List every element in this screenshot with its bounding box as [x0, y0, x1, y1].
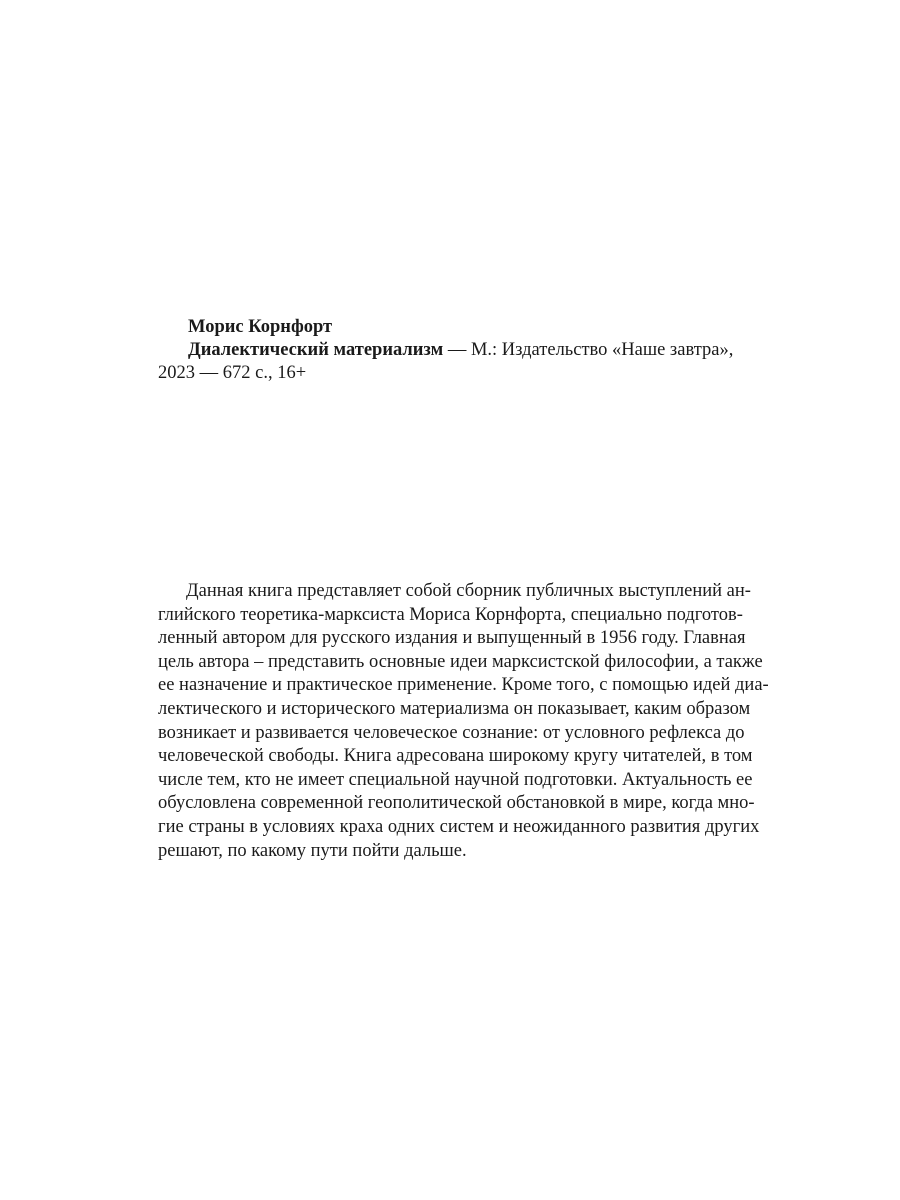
book-title: Диалектический материализм: [188, 340, 444, 360]
annotation-line: числе тем, кто не имеет специальной научной подготовки. Актуальность ее: [158, 769, 753, 790]
annotation-line: возникает и развивается человеческое сознание: от условного рефлекса до: [158, 722, 745, 743]
annotation-line: решают, по какому пути пойти дальше.: [158, 840, 467, 861]
annotation-line: лектического и исторического материализма он показывает, каким образом: [158, 698, 751, 719]
annotation-line: ее назначение и практическое применение. Кроме того, с помощью идей диа-: [158, 675, 769, 696]
author-name: Морис Корнфорт: [188, 317, 333, 337]
annotation-line: человеческой свободы. Книга адресована широкому кругу читателей, в том: [158, 746, 753, 767]
imprint-continuation: 2023 — 672 с., 16+: [158, 363, 307, 383]
annotation-paragraph: [158, 580, 769, 863]
title-line: [158, 339, 748, 362]
annotation-line: гие страны в условиях краха одних систем и неожиданного развития других: [158, 816, 760, 837]
imprint: — М.: Издательство «Наше завтра»,: [443, 340, 734, 360]
annotation-line: Данная книга представляет собой сборник публичных выступлений ан-: [186, 581, 751, 601]
bibliographic-record: [158, 316, 748, 385]
annotation-line: ленный автором для русского издания и выпущенный в 1956 году. Главная: [158, 628, 746, 649]
annotation-line: глийского теоретика-марксиста Мориса Корнфорта, специально подготов-: [158, 604, 743, 625]
annotation-line: обусловлена современной геополитической обстановкой в мире, когда мно-: [158, 793, 755, 814]
annotation-line: цель автора – представить основные идеи марксистской философии, а также: [158, 651, 763, 672]
